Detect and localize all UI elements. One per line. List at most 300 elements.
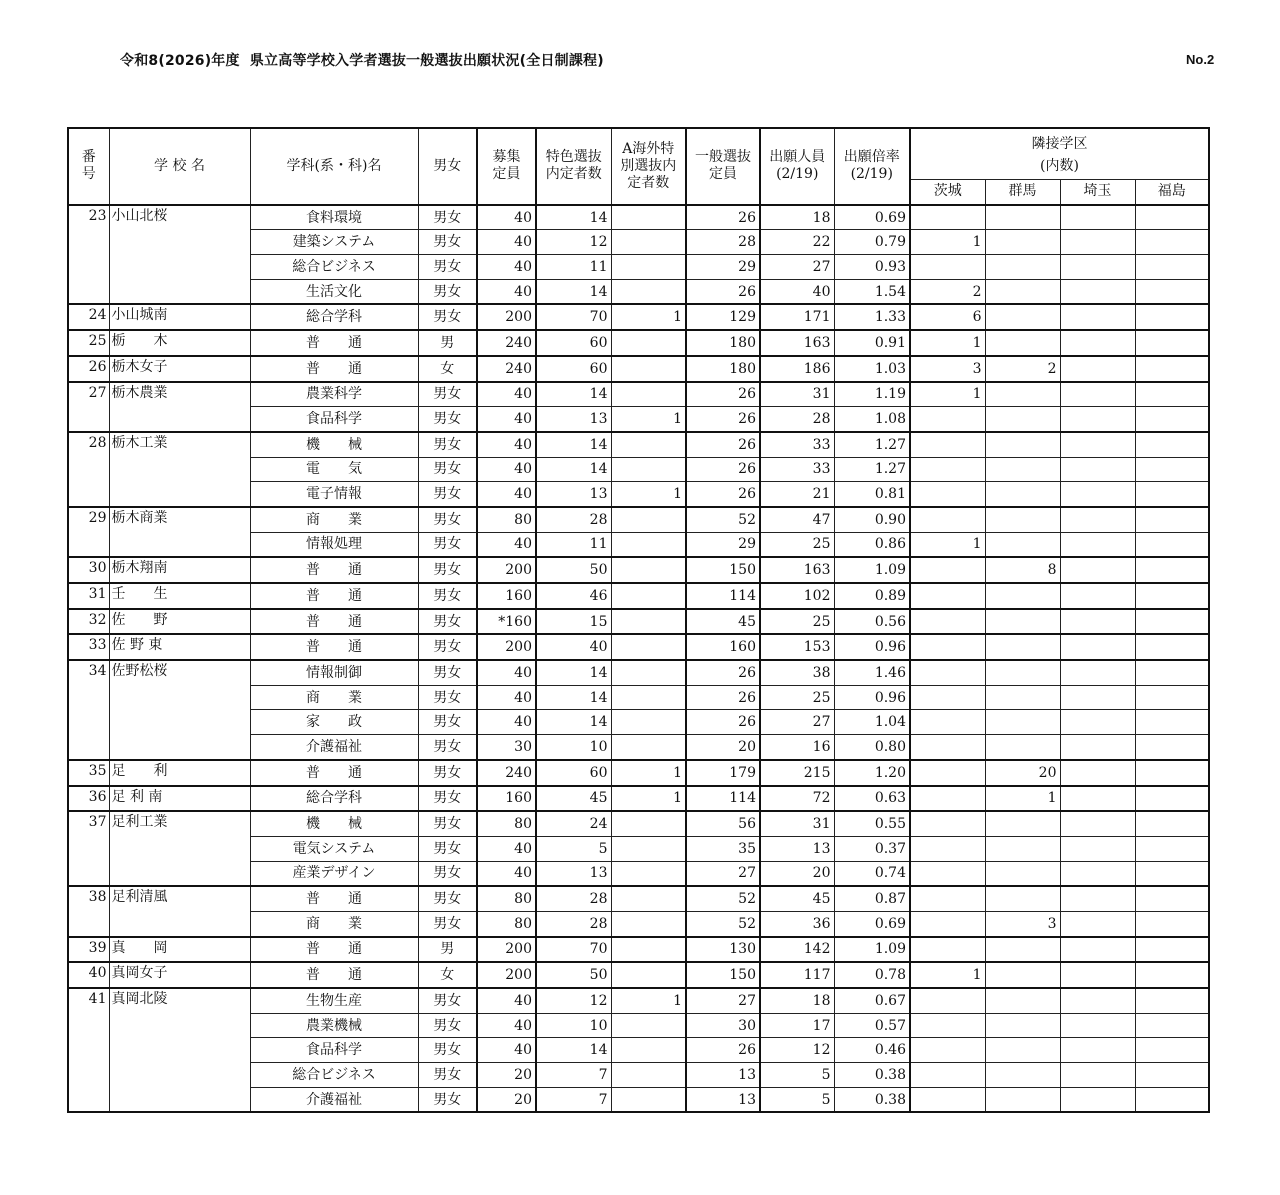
school-number: 37 bbox=[68, 811, 109, 886]
cell-gunma bbox=[985, 988, 1060, 1013]
cell-general: 45 bbox=[686, 609, 760, 635]
cell-fukushima bbox=[1135, 532, 1209, 557]
cell-saitama bbox=[1060, 634, 1135, 660]
cell-capacity: 20 bbox=[477, 1087, 536, 1112]
cell-general: 26 bbox=[686, 457, 760, 482]
cell-ratio: 0.96 bbox=[834, 685, 910, 710]
cell-special: 28 bbox=[536, 507, 611, 532]
school-name: 小山城南 bbox=[109, 304, 250, 330]
cell-ibaraki: 1 bbox=[910, 230, 985, 255]
cell-gunma bbox=[985, 886, 1060, 911]
school-name: 栃木女子 bbox=[109, 356, 250, 382]
cell-gunma bbox=[985, 230, 1060, 255]
cell-capacity: 40 bbox=[477, 1013, 536, 1038]
cell-dept: 生活文化 bbox=[250, 279, 418, 304]
cell-capacity: 40 bbox=[477, 685, 536, 710]
cell-capacity: 80 bbox=[477, 507, 536, 532]
cell-general: 52 bbox=[686, 886, 760, 911]
cell-gender: 男女 bbox=[418, 988, 477, 1013]
school-name: 足利清風 bbox=[109, 886, 250, 936]
cell-gunma: 20 bbox=[985, 760, 1060, 786]
cell-general: 28 bbox=[686, 230, 760, 255]
cell-special: 14 bbox=[536, 279, 611, 304]
cell-fukushima bbox=[1135, 432, 1209, 457]
cell-applicants: 142 bbox=[760, 937, 834, 963]
cell-capacity: 160 bbox=[477, 786, 536, 812]
cell-capacity: *160 bbox=[477, 609, 536, 635]
cell-fukushima bbox=[1135, 356, 1209, 382]
cell-capacity: 80 bbox=[477, 811, 536, 836]
cell-saitama bbox=[1060, 937, 1135, 963]
cell-capacity: 240 bbox=[477, 330, 536, 356]
cell-saitama bbox=[1060, 685, 1135, 710]
cell-applicants: 5 bbox=[760, 1087, 834, 1112]
table-row bbox=[68, 356, 1209, 382]
cell-overseas bbox=[611, 609, 686, 635]
cell-ibaraki bbox=[910, 634, 985, 660]
cell-ibaraki bbox=[910, 937, 985, 963]
cell-general: 180 bbox=[686, 330, 760, 356]
school-name: 足利工業 bbox=[109, 811, 250, 886]
cell-capacity: 80 bbox=[477, 911, 536, 936]
cell-ratio: 0.69 bbox=[834, 911, 910, 936]
cell-special: 28 bbox=[536, 886, 611, 911]
cell-general: 26 bbox=[686, 660, 760, 685]
school-name: 足 利 南 bbox=[109, 786, 250, 812]
school-number: 28 bbox=[68, 432, 109, 507]
table-row bbox=[68, 811, 1209, 836]
cell-gunma bbox=[985, 836, 1060, 861]
cell-applicants: 45 bbox=[760, 886, 834, 911]
cell-ibaraki bbox=[910, 660, 985, 685]
cell-special: 14 bbox=[536, 710, 611, 735]
cell-special: 7 bbox=[536, 1087, 611, 1112]
cell-ibaraki bbox=[910, 432, 985, 457]
table-row bbox=[68, 886, 1209, 911]
cell-dept: 普 通 bbox=[250, 886, 418, 911]
cell-applicants: 17 bbox=[760, 1013, 834, 1038]
school-name: 足 利 bbox=[109, 760, 250, 786]
cell-ratio: 0.56 bbox=[834, 609, 910, 635]
cell-capacity: 40 bbox=[477, 432, 536, 457]
cell-special: 7 bbox=[536, 1063, 611, 1088]
cell-applicants: 16 bbox=[760, 735, 834, 760]
cell-general: 26 bbox=[686, 382, 760, 407]
table-row bbox=[68, 583, 1209, 609]
cell-special: 10 bbox=[536, 735, 611, 760]
cell-dept: 普 通 bbox=[250, 609, 418, 635]
cell-capacity: 40 bbox=[477, 230, 536, 255]
cell-overseas bbox=[611, 735, 686, 760]
cell-gender: 男女 bbox=[418, 382, 477, 407]
cell-general: 180 bbox=[686, 356, 760, 382]
cell-ibaraki bbox=[910, 861, 985, 886]
col-header-gender: 男女 bbox=[418, 128, 477, 205]
cell-general: 52 bbox=[686, 507, 760, 532]
col-header-gunma: 群馬 bbox=[985, 180, 1060, 205]
cell-overseas bbox=[611, 861, 686, 886]
cell-general: 29 bbox=[686, 255, 760, 280]
cell-gunma bbox=[985, 937, 1060, 963]
cell-gender: 男女 bbox=[418, 205, 477, 230]
cell-gunma: 2 bbox=[985, 356, 1060, 382]
table-row bbox=[68, 988, 1209, 1013]
cell-general: 26 bbox=[686, 710, 760, 735]
cell-capacity: 240 bbox=[477, 356, 536, 382]
cell-ibaraki bbox=[910, 786, 985, 812]
cell-general: 26 bbox=[686, 1038, 760, 1063]
cell-saitama bbox=[1060, 786, 1135, 812]
cell-fukushima bbox=[1135, 660, 1209, 685]
table-row bbox=[68, 786, 1209, 812]
table-row bbox=[68, 557, 1209, 583]
cell-special: 70 bbox=[536, 937, 611, 963]
cell-special: 14 bbox=[536, 432, 611, 457]
cell-ratio: 1.03 bbox=[834, 356, 910, 382]
table-header bbox=[68, 128, 1209, 205]
cell-gender: 男女 bbox=[418, 660, 477, 685]
cell-fukushima bbox=[1135, 735, 1209, 760]
school-number: 30 bbox=[68, 557, 109, 583]
school-name: 真 岡 bbox=[109, 937, 250, 963]
table-row bbox=[68, 634, 1209, 660]
cell-gunma bbox=[985, 811, 1060, 836]
cell-special: 14 bbox=[536, 382, 611, 407]
cell-dept: 農業科学 bbox=[250, 382, 418, 407]
cell-dept: 電子情報 bbox=[250, 482, 418, 507]
cell-saitama bbox=[1060, 710, 1135, 735]
cell-capacity: 160 bbox=[477, 583, 536, 609]
cell-gender: 男女 bbox=[418, 255, 477, 280]
cell-capacity: 40 bbox=[477, 279, 536, 304]
cell-capacity: 200 bbox=[477, 557, 536, 583]
cell-gender: 男女 bbox=[418, 583, 477, 609]
cell-dept: 電気システム bbox=[250, 836, 418, 861]
cell-applicants: 25 bbox=[760, 609, 834, 635]
neighbor-sub-label: (内数) bbox=[1040, 158, 1079, 174]
cell-capacity: 40 bbox=[477, 482, 536, 507]
cell-saitama bbox=[1060, 962, 1135, 988]
cell-applicants: 40 bbox=[760, 279, 834, 304]
cell-special: 46 bbox=[536, 583, 611, 609]
cell-special: 28 bbox=[536, 911, 611, 936]
cell-dept: 産業デザイン bbox=[250, 861, 418, 886]
cell-ibaraki bbox=[910, 710, 985, 735]
cell-gunma bbox=[985, 507, 1060, 532]
cell-dept: 普 通 bbox=[250, 557, 418, 583]
cell-ratio: 0.80 bbox=[834, 735, 910, 760]
cell-capacity: 40 bbox=[477, 532, 536, 557]
cell-fukushima bbox=[1135, 382, 1209, 407]
cell-fukushima bbox=[1135, 507, 1209, 532]
cell-overseas bbox=[611, 330, 686, 356]
cell-overseas: 1 bbox=[611, 482, 686, 507]
cell-overseas bbox=[611, 532, 686, 557]
cell-gunma bbox=[985, 432, 1060, 457]
cell-ibaraki: 1 bbox=[910, 962, 985, 988]
cell-saitama bbox=[1060, 304, 1135, 330]
cell-ibaraki: 2 bbox=[910, 279, 985, 304]
cell-capacity: 20 bbox=[477, 1063, 536, 1088]
cell-fukushima bbox=[1135, 937, 1209, 963]
cell-gunma bbox=[985, 685, 1060, 710]
cell-fukushima bbox=[1135, 255, 1209, 280]
cell-general: 20 bbox=[686, 735, 760, 760]
cell-overseas bbox=[611, 230, 686, 255]
cell-ratio: 0.79 bbox=[834, 230, 910, 255]
cell-ratio: 1.20 bbox=[834, 760, 910, 786]
cell-applicants: 25 bbox=[760, 685, 834, 710]
cell-ibaraki: 1 bbox=[910, 330, 985, 356]
col-header-overseas: A海外特別選抜内定者数 bbox=[611, 128, 686, 205]
cell-general: 56 bbox=[686, 811, 760, 836]
cell-gunma bbox=[985, 205, 1060, 230]
cell-saitama bbox=[1060, 836, 1135, 861]
cell-saitama bbox=[1060, 660, 1135, 685]
cell-capacity: 40 bbox=[477, 861, 536, 886]
cell-capacity: 240 bbox=[477, 760, 536, 786]
cell-special: 11 bbox=[536, 532, 611, 557]
cell-general: 30 bbox=[686, 1013, 760, 1038]
cell-gender: 女 bbox=[418, 356, 477, 382]
cell-applicants: 21 bbox=[760, 482, 834, 507]
cell-ratio: 0.57 bbox=[834, 1013, 910, 1038]
cell-fukushima bbox=[1135, 205, 1209, 230]
cell-special: 60 bbox=[536, 330, 611, 356]
cell-overseas bbox=[611, 937, 686, 963]
cell-saitama bbox=[1060, 861, 1135, 886]
cell-applicants: 12 bbox=[760, 1038, 834, 1063]
cell-ibaraki bbox=[910, 1087, 985, 1112]
cell-gunma bbox=[985, 382, 1060, 407]
cell-applicants: 33 bbox=[760, 457, 834, 482]
cell-dept: 普 通 bbox=[250, 937, 418, 963]
cell-general: 13 bbox=[686, 1087, 760, 1112]
cell-general: 160 bbox=[686, 634, 760, 660]
cell-overseas bbox=[611, 836, 686, 861]
cell-ibaraki bbox=[910, 811, 985, 836]
cell-applicants: 171 bbox=[760, 304, 834, 330]
cell-capacity: 200 bbox=[477, 962, 536, 988]
cell-gender: 男女 bbox=[418, 1063, 477, 1088]
col-header-dept: 学科(系・科)名 bbox=[250, 128, 418, 205]
cell-dept: 食料環境 bbox=[250, 205, 418, 230]
cell-gunma bbox=[985, 330, 1060, 356]
cell-fukushima bbox=[1135, 583, 1209, 609]
cell-capacity: 40 bbox=[477, 1038, 536, 1063]
cell-overseas bbox=[611, 660, 686, 685]
col-header-ibaraki: 茨城 bbox=[910, 180, 985, 205]
col-header-no: 番号 bbox=[68, 128, 109, 205]
cell-general: 114 bbox=[686, 786, 760, 812]
cell-ratio: 0.38 bbox=[834, 1063, 910, 1088]
col-header-special: 特色選抜内定者数 bbox=[536, 128, 611, 205]
cell-ibaraki bbox=[910, 609, 985, 635]
cell-ibaraki bbox=[910, 735, 985, 760]
cell-gender: 男女 bbox=[418, 786, 477, 812]
cell-ratio: 0.89 bbox=[834, 583, 910, 609]
cell-ibaraki bbox=[910, 911, 985, 936]
cell-dept: 介護福祉 bbox=[250, 735, 418, 760]
cell-applicants: 36 bbox=[760, 911, 834, 936]
cell-capacity: 200 bbox=[477, 937, 536, 963]
cell-saitama bbox=[1060, 1087, 1135, 1112]
cell-fukushima bbox=[1135, 330, 1209, 356]
cell-gender: 男 bbox=[418, 937, 477, 963]
cell-general: 52 bbox=[686, 911, 760, 936]
cell-fukushima bbox=[1135, 988, 1209, 1013]
cell-gender: 男女 bbox=[418, 911, 477, 936]
cell-fukushima bbox=[1135, 304, 1209, 330]
cell-overseas bbox=[611, 356, 686, 382]
cell-dept: 商 業 bbox=[250, 911, 418, 936]
cell-ibaraki: 3 bbox=[910, 356, 985, 382]
cell-capacity: 200 bbox=[477, 634, 536, 660]
school-number: 26 bbox=[68, 356, 109, 382]
cell-saitama bbox=[1060, 205, 1135, 230]
cell-general: 179 bbox=[686, 760, 760, 786]
cell-dept: 総合学科 bbox=[250, 304, 418, 330]
cell-applicants: 163 bbox=[760, 330, 834, 356]
cell-applicants: 5 bbox=[760, 1063, 834, 1088]
cell-ratio: 0.38 bbox=[834, 1087, 910, 1112]
cell-gunma bbox=[985, 861, 1060, 886]
school-number: 25 bbox=[68, 330, 109, 356]
cell-dept: 総合ビジネス bbox=[250, 255, 418, 280]
cell-dept: 情報制御 bbox=[250, 660, 418, 685]
cell-fukushima bbox=[1135, 609, 1209, 635]
table-row bbox=[68, 660, 1209, 685]
cell-gunma bbox=[985, 634, 1060, 660]
cell-overseas bbox=[611, 279, 686, 304]
cell-overseas bbox=[611, 457, 686, 482]
school-name: 真岡女子 bbox=[109, 962, 250, 988]
cell-overseas bbox=[611, 205, 686, 230]
cell-applicants: 18 bbox=[760, 988, 834, 1013]
cell-applicants: 31 bbox=[760, 382, 834, 407]
cell-overseas bbox=[611, 911, 686, 936]
cell-gender: 男女 bbox=[418, 1087, 477, 1112]
cell-ratio: 1.27 bbox=[834, 457, 910, 482]
cell-ratio: 0.91 bbox=[834, 330, 910, 356]
application-status-table bbox=[67, 127, 1210, 1113]
cell-dept: 生物生産 bbox=[250, 988, 418, 1013]
school-name: 栃木工業 bbox=[109, 432, 250, 507]
cell-applicants: 31 bbox=[760, 811, 834, 836]
cell-ibaraki bbox=[910, 407, 985, 432]
cell-fukushima bbox=[1135, 786, 1209, 812]
cell-gender: 男女 bbox=[418, 634, 477, 660]
cell-general: 13 bbox=[686, 1063, 760, 1088]
cell-dept: 食品科学 bbox=[250, 1038, 418, 1063]
cell-saitama bbox=[1060, 532, 1135, 557]
cell-ibaraki bbox=[910, 255, 985, 280]
cell-ratio: 1.27 bbox=[834, 432, 910, 457]
cell-saitama bbox=[1060, 1013, 1135, 1038]
cell-overseas: 1 bbox=[611, 988, 686, 1013]
cell-capacity: 80 bbox=[477, 886, 536, 911]
cell-special: 13 bbox=[536, 861, 611, 886]
cell-gender: 男女 bbox=[418, 507, 477, 532]
cell-saitama bbox=[1060, 382, 1135, 407]
cell-gunma bbox=[985, 457, 1060, 482]
cell-gunma bbox=[985, 279, 1060, 304]
cell-ibaraki: 1 bbox=[910, 382, 985, 407]
cell-special: 60 bbox=[536, 760, 611, 786]
school-name: 小山北桜 bbox=[109, 205, 250, 305]
cell-fukushima bbox=[1135, 1013, 1209, 1038]
cell-fukushima bbox=[1135, 557, 1209, 583]
school-number: 34 bbox=[68, 660, 109, 760]
cell-saitama bbox=[1060, 507, 1135, 532]
cell-applicants: 25 bbox=[760, 532, 834, 557]
cell-fukushima bbox=[1135, 760, 1209, 786]
table-row bbox=[68, 205, 1209, 230]
cell-overseas: 1 bbox=[611, 760, 686, 786]
cell-applicants: 163 bbox=[760, 557, 834, 583]
cell-special: 12 bbox=[536, 230, 611, 255]
cell-gender: 男女 bbox=[418, 1038, 477, 1063]
cell-applicants: 215 bbox=[760, 760, 834, 786]
col-header-neighbor bbox=[910, 128, 1209, 180]
cell-fukushima bbox=[1135, 710, 1209, 735]
cell-fukushima bbox=[1135, 457, 1209, 482]
cell-saitama bbox=[1060, 279, 1135, 304]
cell-overseas bbox=[611, 1038, 686, 1063]
cell-fukushima bbox=[1135, 230, 1209, 255]
cell-ibaraki bbox=[910, 988, 985, 1013]
school-name: 栃木商業 bbox=[109, 507, 250, 557]
cell-saitama bbox=[1060, 356, 1135, 382]
cell-overseas bbox=[611, 507, 686, 532]
cell-dept: 食品科学 bbox=[250, 407, 418, 432]
cell-general: 26 bbox=[686, 685, 760, 710]
school-number: 31 bbox=[68, 583, 109, 609]
cell-ibaraki bbox=[910, 205, 985, 230]
cell-gender: 男女 bbox=[418, 482, 477, 507]
cell-ratio: 1.19 bbox=[834, 382, 910, 407]
cell-fukushima bbox=[1135, 861, 1209, 886]
cell-overseas bbox=[611, 685, 686, 710]
school-number: 23 bbox=[68, 205, 109, 305]
col-header-fukushima: 福島 bbox=[1135, 180, 1209, 205]
cell-ratio: 0.86 bbox=[834, 532, 910, 557]
cell-overseas bbox=[611, 710, 686, 735]
cell-gunma bbox=[985, 255, 1060, 280]
cell-applicants: 22 bbox=[760, 230, 834, 255]
cell-gunma: 3 bbox=[985, 911, 1060, 936]
cell-overseas bbox=[611, 432, 686, 457]
cell-gunma bbox=[985, 1013, 1060, 1038]
cell-special: 40 bbox=[536, 634, 611, 660]
col-header-capacity: 募集定員 bbox=[477, 128, 536, 205]
cell-general: 130 bbox=[686, 937, 760, 963]
cell-overseas bbox=[611, 1087, 686, 1112]
cell-applicants: 27 bbox=[760, 710, 834, 735]
cell-capacity: 40 bbox=[477, 205, 536, 230]
cell-special: 14 bbox=[536, 457, 611, 482]
cell-gender: 男女 bbox=[418, 1013, 477, 1038]
cell-general: 26 bbox=[686, 482, 760, 507]
school-number: 24 bbox=[68, 304, 109, 330]
cell-special: 11 bbox=[536, 255, 611, 280]
cell-dept: 介護福祉 bbox=[250, 1087, 418, 1112]
cell-dept: 商 業 bbox=[250, 507, 418, 532]
cell-gender: 男女 bbox=[418, 735, 477, 760]
cell-saitama bbox=[1060, 583, 1135, 609]
cell-capacity: 40 bbox=[477, 988, 536, 1013]
cell-dept: 情報処理 bbox=[250, 532, 418, 557]
